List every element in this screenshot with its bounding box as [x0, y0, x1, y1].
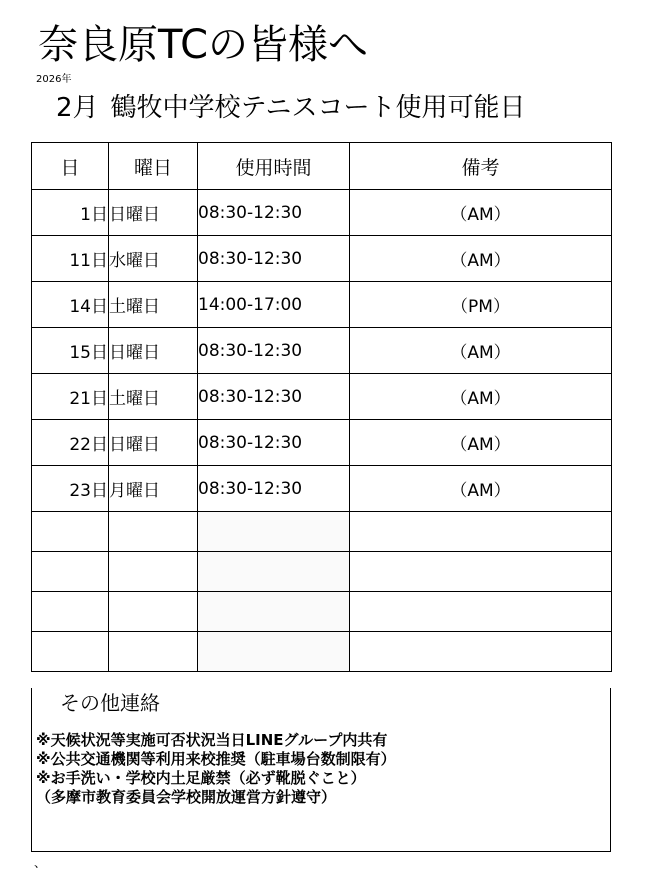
empty-cell	[198, 632, 350, 672]
table-row	[32, 282, 612, 328]
cell-time: 08:30-12:30	[198, 420, 350, 466]
empty-cell	[32, 552, 109, 592]
cell-time: 14:00-17:00	[198, 282, 350, 328]
header-note: 備考	[350, 143, 612, 190]
empty-cell	[198, 552, 350, 592]
cell-note: （AM）	[350, 236, 612, 282]
table-row	[32, 190, 612, 236]
empty-cell	[109, 592, 198, 632]
cell-note: （PM）	[350, 282, 612, 328]
cell-time: 08:30-12:30	[198, 190, 350, 236]
empty-cell	[109, 552, 198, 592]
empty-row	[32, 512, 612, 552]
cell-weekday: 土曜日	[109, 282, 198, 328]
empty-row	[32, 592, 612, 632]
cell-time: 08:30-12:30	[198, 328, 350, 374]
empty-row	[32, 552, 612, 592]
cell-note: （AM）	[350, 374, 612, 420]
cell-day: 1日	[32, 190, 109, 236]
cell-note: （AM）	[350, 190, 612, 236]
subtitle	[56, 91, 538, 125]
schedule-table	[31, 142, 612, 672]
table-row	[32, 466, 612, 512]
empty-cell	[350, 632, 612, 672]
empty-cell	[350, 552, 612, 592]
note-line: （多摩市教育委員会学校開放運営方針遵守）	[36, 788, 337, 806]
cell-day: 22日	[32, 420, 109, 466]
subtitle-month: 2月	[56, 93, 99, 123]
empty-cell	[198, 592, 350, 632]
header-row	[32, 143, 612, 190]
cell-time: 08:30-12:30	[198, 374, 350, 420]
notes-box	[31, 688, 611, 852]
cell-note: （AM）	[350, 328, 612, 374]
cell-note: （AM）	[350, 420, 612, 466]
cell-time: 08:30-12:30	[198, 236, 350, 282]
table-row	[32, 420, 612, 466]
note-line: ※公共交通機関等利用来校推奨（駐車場台数制限有）	[36, 750, 396, 768]
table-row	[32, 328, 612, 374]
cell-weekday: 日曜日	[109, 328, 198, 374]
page-title: 奈良原TCの皆様へ	[38, 22, 369, 68]
cell-day: 21日	[32, 374, 109, 420]
cell-time: 08:30-12:30	[198, 466, 350, 512]
table-row	[32, 236, 612, 282]
cell-weekday: 月曜日	[109, 466, 198, 512]
empty-cell	[109, 632, 198, 672]
note-line: ※天候状況等実施可否状況当日LINEグループ内共有	[36, 731, 388, 749]
cell-weekday: 日曜日	[109, 420, 198, 466]
empty-row	[32, 632, 612, 672]
subtitle-text: 鶴牧中学校テニスコート使用可能日	[110, 93, 526, 123]
empty-cell	[32, 592, 109, 632]
empty-cell	[32, 512, 109, 552]
cell-weekday: 水曜日	[109, 236, 198, 282]
footer-mark: 、	[34, 856, 47, 870]
header-time: 使用時間	[198, 143, 350, 190]
empty-cell	[32, 632, 109, 672]
note-line: ※お手洗い・学校内土足厳禁（必ず靴脱ぐこと）	[36, 769, 366, 787]
table-row	[32, 374, 612, 420]
empty-cell	[350, 592, 612, 632]
empty-cell	[109, 512, 198, 552]
cell-day: 23日	[32, 466, 109, 512]
cell-day: 15日	[32, 328, 109, 374]
header-day: 日	[32, 143, 109, 190]
header-weekday: 曜日	[109, 143, 198, 190]
cell-day: 11日	[32, 236, 109, 282]
cell-note: （AM）	[350, 466, 612, 512]
cell-day: 14日	[32, 282, 109, 328]
cell-weekday: 土曜日	[109, 374, 198, 420]
year-label: 2026年	[36, 74, 72, 85]
notes-heading: その他連絡	[60, 691, 160, 715]
empty-cell	[350, 512, 612, 552]
empty-cell	[198, 512, 350, 552]
cell-weekday: 日曜日	[109, 190, 198, 236]
